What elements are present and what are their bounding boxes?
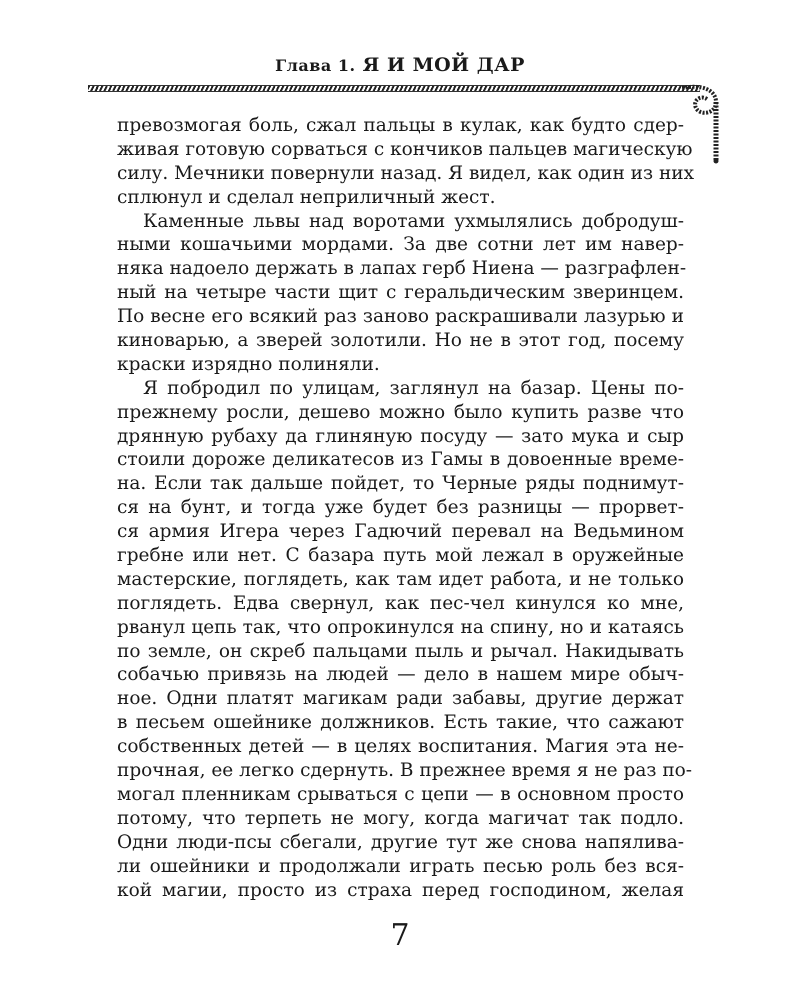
text-line: краски изрядно полиняли. — [117, 353, 380, 375]
text-line: дрянную рубаху да глиняную посуду — зато мука и сыр — [117, 425, 684, 447]
text-line: ными кошачьими мордами. За две сотни лет им навер- — [117, 234, 684, 256]
text-line: стоили дороже деликатесов из Гамы в довоенные време- — [117, 449, 684, 471]
body-text — [117, 114, 695, 902]
text-line: силу. Мечники повернули назад. Я видел, как один из них — [117, 162, 695, 184]
text-line: ся армия Игера через Гадючий перевал на Ведьмином — [117, 521, 684, 543]
text-line: Каменные львы над воротами ухмылялись добродуш- — [143, 210, 684, 232]
text-line: ное. Одни платят магикам ради забавы, другие держат — [117, 688, 684, 710]
text-line: живая готовую сорваться с кончиков пальцев магическую — [117, 138, 693, 160]
text-line: потому, что терпеть не могу, когда магичат так подло. — [117, 807, 684, 829]
text-line: кой магии, просто из страха перед господином, желая — [117, 879, 684, 901]
text-line: на. Если так дальше пойдет, то Черные ряды поднимут- — [117, 473, 684, 495]
text-line: рванул цепь так, что опрокинулся на спину, но и катаясь — [117, 616, 684, 638]
ornamental-rope-rule — [88, 85, 700, 92]
running-header — [0, 54, 800, 76]
text-line: Я побродил по улицам, заглянул на базар. Цены по- — [143, 377, 684, 399]
text-line: гребне или нет. С базара путь мой лежал в оружейные — [117, 545, 684, 567]
text-line: прочная, ее легко сдернуть. В прежнее время я не раз по- — [117, 760, 693, 782]
text-line: Одни люди-псы сбегали, другие тут же снова напялива- — [117, 831, 684, 853]
text-line: собственных детей — в целях воспитания. Магия эта не- — [117, 736, 684, 758]
text-line: По весне его всякий раз заново раскрашивали лазурью и — [117, 306, 684, 328]
page-number: 7 — [390, 918, 410, 953]
text-line: поглядеть. Едва свернул, как пес-чел кинулся ко мне, — [117, 592, 684, 614]
text-line: по земле, он скреб пальцами пыль и рычал. Накидывать — [117, 640, 684, 662]
text-line: могал пленникам срываться с цепи — в основном просто — [117, 783, 684, 805]
text-line: прежнему росли, дешево можно было купить разве что — [117, 401, 684, 423]
text-line: мастерские, поглядеть, как там идет работа, и не только — [117, 568, 684, 590]
text-line: ный на четыре части щит с геральдическим зверинцем. — [117, 282, 684, 304]
text-line: превозмогая боль, сжал пальцы в кулак, как будто сдер- — [117, 115, 684, 136]
chapter-label: Глава 1. — [275, 56, 356, 75]
text-line: ли ошейники и продолжали играть песью роль без вся- — [117, 855, 684, 877]
text-line: няка надоело держать в лапах герб Ниена — разграфлен- — [117, 258, 687, 280]
text-line: сплюнул и сделал неприличный жест. — [117, 186, 496, 208]
chapter-title: Я И МОЙ ДАР — [362, 54, 525, 76]
text-line: собачью привязь на людей — дело в нашем мире обыч- — [117, 664, 684, 686]
text-line: ся на бунт, и тогда уже будет без разницы — прорвет- — [117, 497, 684, 519]
text-line: в песьем ошейнике должников. Есть такие, что сажают — [117, 712, 684, 734]
text-line: киноварью, а зверей золотили. Но не в этот год, посему — [117, 330, 684, 352]
